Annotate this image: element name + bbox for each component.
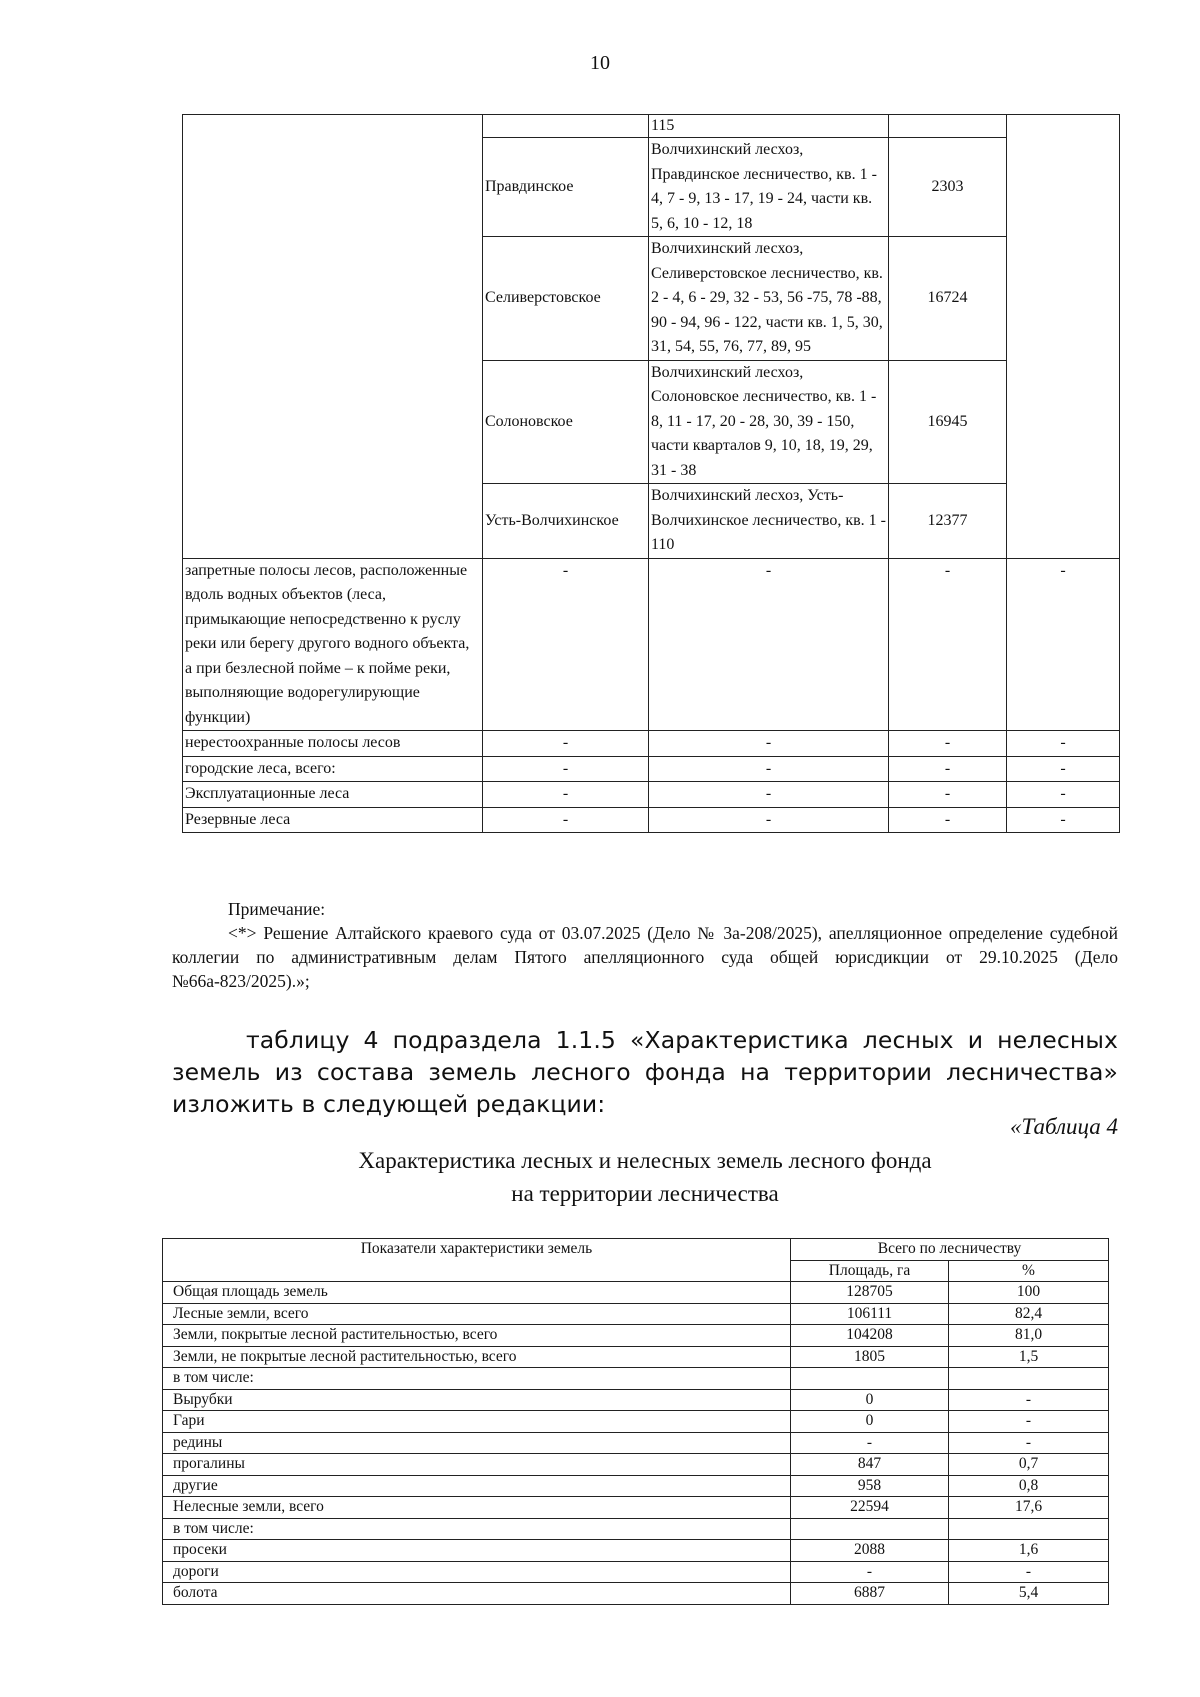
table-row [183, 731, 1120, 757]
header-area: Площадь, га [791, 1260, 949, 1282]
table-cell: - [649, 558, 889, 731]
table-cell: - [889, 558, 1007, 731]
percent-value: 100 [949, 1282, 1109, 1304]
table-row [163, 1282, 1109, 1304]
forestry-area: 2303 [889, 138, 1007, 237]
area-value: 0 [791, 1411, 949, 1433]
empty-cell [1007, 115, 1120, 559]
forestry-name: Селиверстовское [483, 237, 649, 361]
row-label: Лесные земли, всего [163, 1303, 791, 1325]
header-total: Всего по лесничеству [791, 1239, 1109, 1261]
table-cell: - [1007, 807, 1120, 833]
area-value [791, 1368, 949, 1390]
table-row [163, 1518, 1109, 1540]
footnote-label: Примечание: [228, 899, 326, 919]
header-percent: % [949, 1260, 1109, 1282]
table-row [163, 1368, 1109, 1390]
row-label: Нелесные земли, всего [163, 1497, 791, 1519]
row-label: Резервные леса [183, 807, 483, 833]
table-cell: - [1007, 782, 1120, 808]
table-cell: - [1007, 756, 1120, 782]
table-row [183, 807, 1120, 833]
forestry-area: 12377 [889, 484, 1007, 559]
footnote-text: <*> Решение Алтайского краевого суда от 03.07.2025 (Дело № 3а-208/2025), апелляционное определение судебной коллегии по административным делам Пятого апелляционного суда общей юрисдикции от 29.10.2025 (Дело №66а-823/2025).»; [172, 923, 1118, 991]
area-value: 106111 [791, 1303, 949, 1325]
area-value: - [791, 1432, 949, 1454]
area-value: 0 [791, 1389, 949, 1411]
table-cell: - [889, 782, 1007, 808]
percent-value: 82,4 [949, 1303, 1109, 1325]
table-row [163, 1325, 1109, 1347]
forestry-area: 16724 [889, 237, 1007, 361]
row-label: болота [163, 1583, 791, 1605]
area-value [791, 1518, 949, 1540]
table-header-row [163, 1239, 1109, 1261]
percent-value: - [949, 1432, 1109, 1454]
forest-areas-table-continuation [182, 114, 1120, 833]
table-row [163, 1346, 1109, 1368]
row-label: прогалины [163, 1454, 791, 1476]
row-label: дороги [163, 1561, 791, 1583]
row-label: Вырубки [163, 1389, 791, 1411]
table-row [163, 1411, 1109, 1433]
area-value: 128705 [791, 1282, 949, 1304]
forestry-description: Волчихинский лесхоз, Солоновское лесничество, кв. 1 - 8, 11 - 17, 20 - 28, 30, 39 - 150, части кварталов 9, 10, 18, 19, 29, 31 - 38 [649, 360, 889, 484]
forestry-description: Волчихинский лесхоз, Селиверстовское лесничество, кв. 2 - 4, 6 - 29, 32 - 53, 56 -75, 78 -88, 90 - 94, 96 - 122, части кв. 1, 5, 30, 31, 54, 55, 76, 77, 89, 95 [649, 237, 889, 361]
row-label: Эксплуатационные леса [183, 782, 483, 808]
row-label: редины [163, 1432, 791, 1454]
empty-cell [483, 115, 649, 138]
row-label: Общая площадь земель [163, 1282, 791, 1304]
table-cell: - [889, 807, 1007, 833]
row-label: нерестоохранные полосы лесов [183, 731, 483, 757]
row-label: другие [163, 1475, 791, 1497]
forestry-name: Усть-Волчихинское [483, 484, 649, 559]
area-value: 6887 [791, 1583, 949, 1605]
table-label: «Таблица 4 [1009, 1114, 1118, 1139]
table-cell: - [1007, 558, 1120, 731]
percent-value: - [949, 1561, 1109, 1583]
table-row [163, 1583, 1109, 1605]
table-row [163, 1303, 1109, 1325]
row-label: городские леса, всего: [183, 756, 483, 782]
area-value: - [791, 1561, 949, 1583]
table-title [172, 1144, 1118, 1210]
area-value: 2088 [791, 1540, 949, 1562]
percent-value [949, 1368, 1109, 1390]
area-value: 22594 [791, 1497, 949, 1519]
row-label: Земли, покрытые лесной растительностью, всего [163, 1325, 791, 1347]
table-row [163, 1389, 1109, 1411]
table-cell: - [649, 807, 889, 833]
row-label: в том числе: [163, 1518, 791, 1540]
footnote [172, 897, 1118, 993]
table-row [163, 1561, 1109, 1583]
table-row [183, 558, 1120, 731]
table-row [163, 1497, 1109, 1519]
row-label: Земли, не покрытые лесной растительностью, всего [163, 1346, 791, 1368]
percent-value: - [949, 1411, 1109, 1433]
percent-value: - [949, 1389, 1109, 1411]
percent-value: 17,6 [949, 1497, 1109, 1519]
table-row [183, 115, 1120, 138]
table-row [183, 756, 1120, 782]
table-cell: - [889, 756, 1007, 782]
table-row [163, 1540, 1109, 1562]
row-label: запретные полосы лесов, расположенные вдоль водных объектов (леса, примыкающие непосредственно к руслу реки или берегу другого водного объекта, а при безлесной пойме – к пойме реки, выполняющие водорегулирующие функции) [183, 558, 483, 731]
table-cell: - [889, 731, 1007, 757]
table-row [163, 1475, 1109, 1497]
percent-value: 81,0 [949, 1325, 1109, 1347]
forestry-area: 16945 [889, 360, 1007, 484]
table-title-line: на территории лесничества [511, 1181, 779, 1206]
table-row [183, 782, 1120, 808]
area-value: 104208 [791, 1325, 949, 1347]
amendment-text: таблицу 4 подраздела 1.1.5 «Характеристика лесных и нелесных земель из состава земель лесного фонда на территории лесничества» изложить в следующей редакции: [172, 1026, 1118, 1118]
area-value: 958 [791, 1475, 949, 1497]
row-label: просеки [163, 1540, 791, 1562]
row-label: Гари [163, 1411, 791, 1433]
table-cell: - [649, 782, 889, 808]
table-cell: - [483, 782, 649, 808]
row-label: в том числе: [163, 1368, 791, 1390]
table-row [163, 1454, 1109, 1476]
empty-cell [183, 115, 483, 559]
table-cell: - [483, 731, 649, 757]
area-value: 1805 [791, 1346, 949, 1368]
table-cell: - [649, 756, 889, 782]
forestry-description: Волчихинский лесхоз, Усть-Волчихинское лесничество, кв. 1 - 110 [649, 484, 889, 559]
percent-value: 1,5 [949, 1346, 1109, 1368]
table-cell: 115 [649, 115, 889, 138]
land-characteristics-table [162, 1238, 1109, 1605]
forestry-name: Солоновское [483, 360, 649, 484]
percent-value: 5,4 [949, 1583, 1109, 1605]
table-cell: - [483, 807, 649, 833]
table-cell: - [483, 756, 649, 782]
table-row [163, 1432, 1109, 1454]
table-cell: - [1007, 731, 1120, 757]
amendment-paragraph [172, 1024, 1118, 1120]
table-cell: - [649, 731, 889, 757]
page-number: 10 [590, 52, 610, 74]
percent-value: 0,7 [949, 1454, 1109, 1476]
area-value: 847 [791, 1454, 949, 1476]
forestry-name: Правдинское [483, 138, 649, 237]
header-indicator: Показатели характеристики земель [163, 1239, 791, 1282]
percent-value: 1,6 [949, 1540, 1109, 1562]
empty-cell [889, 115, 1007, 138]
percent-value [949, 1518, 1109, 1540]
forestry-description: Волчихинский лесхоз, Правдинское лесничество, кв. 1 - 4, 7 - 9, 13 - 17, 19 - 24, части кв. 5, 6, 10 - 12, 18 [649, 138, 889, 237]
table-title-line: Характеристика лесных и нелесных земель лесного фонда [358, 1148, 932, 1173]
table-cell: - [483, 558, 649, 731]
percent-value: 0,8 [949, 1475, 1109, 1497]
